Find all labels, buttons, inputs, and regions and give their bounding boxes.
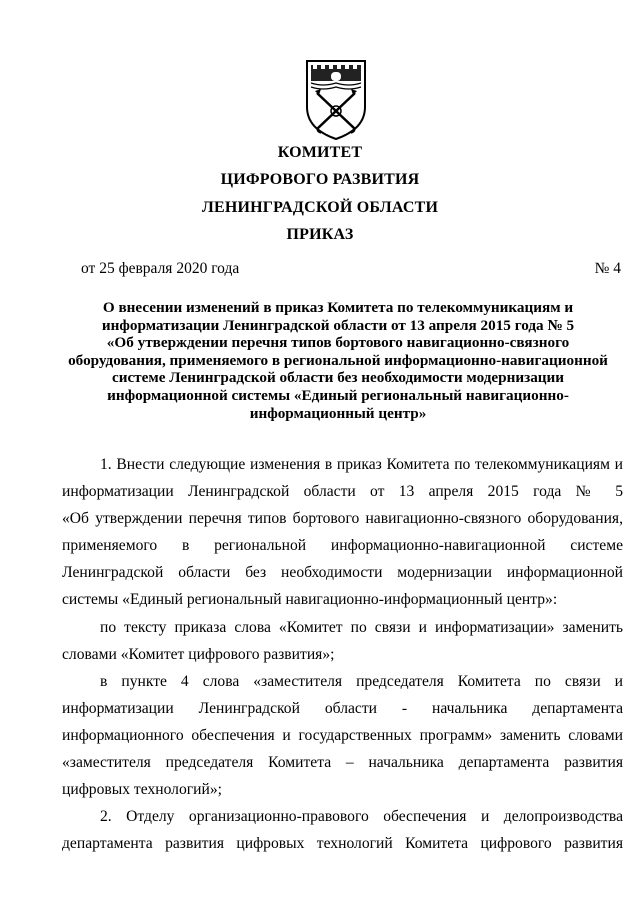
body-line: по тексту приказа слова «Комитет по связи и информатизации» заменить — [100, 618, 623, 636]
subject-line: оборудования, применяемого в региональной информационно-навигационной — [68, 351, 608, 369]
body-line: информатизации Ленинградской области - начальника департамента — [62, 699, 623, 717]
subject-line: информатизации Ленинградской области от 13 апреля 2015 года № 5 — [101, 316, 575, 334]
order-number: № 4 — [594, 260, 621, 277]
body-line: информационного обеспечения и государственных программ» заменить словами — [62, 726, 623, 744]
body-line: в пункте 4 слова «заместителя председателя Комитета по связи и — [100, 672, 623, 690]
body-line: словами «Комитет цифрового развития»; — [62, 645, 335, 663]
body-line: 2. Отделу организационно-правового обеспечения и делопроизводства — [100, 808, 623, 826]
order-date: от 25 февраля 2020 года — [81, 260, 240, 277]
order-subject — [60, 299, 616, 422]
body-line: информатизации Ленинградской области от 13 апреля 2015 года № 5 — [62, 483, 623, 501]
organization-title: КОМИТЕТ — [277, 144, 363, 161]
body-line: применяемого в региональной информационно-навигационной системе — [62, 537, 623, 555]
subject-line: О внесении изменений в приказ Комитета по телекоммуникациям и — [102, 299, 574, 316]
coat-of-arms-icon — [303, 57, 369, 141]
organization-region: ЛЕНИНГРАДСКОЙ ОБЛАСТИ — [201, 199, 439, 216]
document-type: ПРИКАЗ — [286, 226, 354, 243]
subject-line: информационный центр» — [249, 404, 427, 422]
order-body — [62, 451, 623, 857]
subject-line: «Об утверждении перечня типов бортового навигационно-связного — [106, 334, 570, 352]
body-line: цифровых технологий»; — [62, 781, 222, 799]
body-line: «Об утверждении перечня типов бортового навигационно-связного оборудования, — [62, 510, 623, 528]
subject-line: информационной системы «Единый региональный навигационно- — [107, 386, 569, 404]
body-line: 1. Внести следующие изменения в приказ Комитета по телекоммуникациям и — [100, 456, 623, 473]
body-line: «заместителя председателя Комитета – начальника департамента развития — [62, 754, 623, 772]
body-line: системы «Единый региональный навигационно-информационный центр»: — [62, 591, 558, 609]
subject-line: системе Ленинградской области без необходимости модернизации — [111, 369, 565, 387]
body-line: департамента развития цифровых технологий Комитета цифрового развития — [62, 835, 623, 853]
organization-subtitle: ЦИФРОВОГО РАЗВИТИЯ — [220, 171, 420, 188]
body-line: Ленинградской области без необходимости модернизации информационной — [62, 564, 623, 582]
